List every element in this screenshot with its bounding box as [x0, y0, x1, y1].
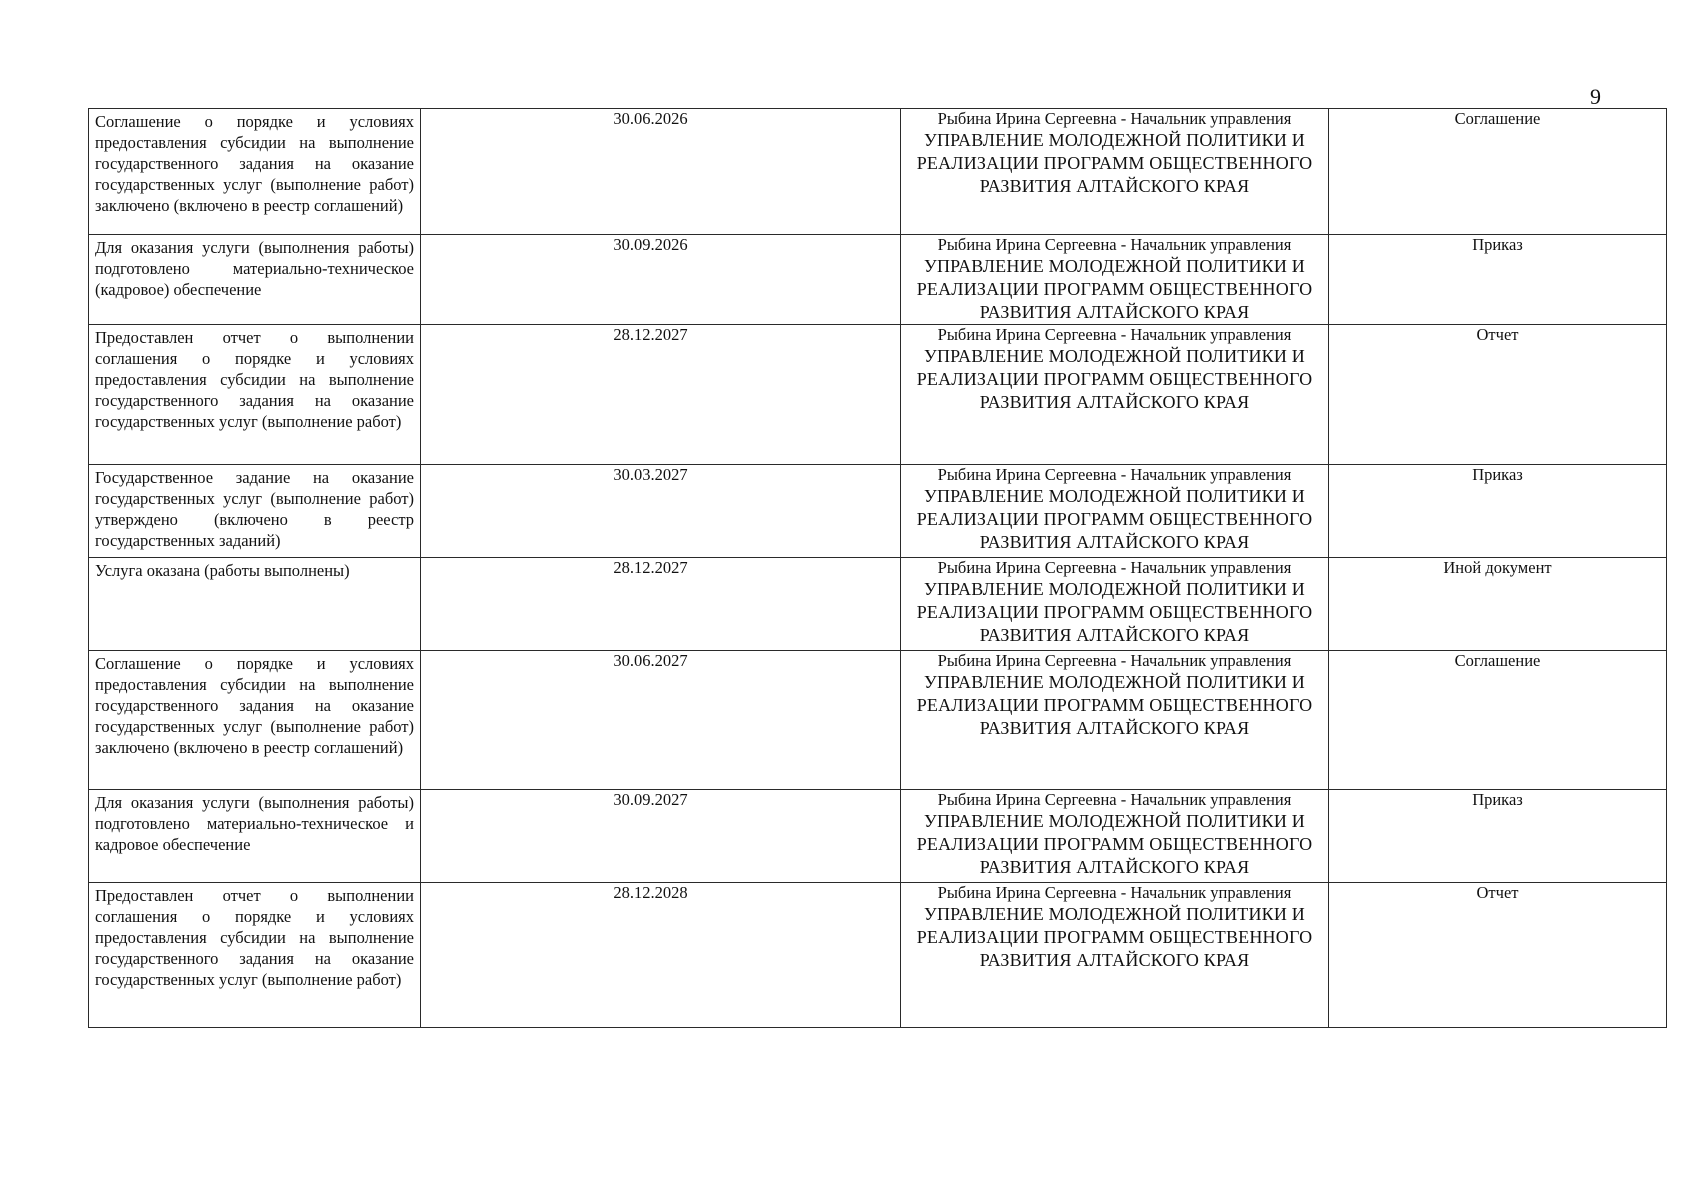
- document-cell: [1329, 558, 1667, 651]
- date-cell: [421, 235, 901, 325]
- responsible-organization: УПРАВЛЕНИЕ МОЛОДЕЖНОЙ ПОЛИТИКИ И РЕАЛИЗАЦИИ ПРОГРАММ ОБЩЕСТВЕННОГО РАЗВИТИЯ АЛТАЙСКОГО КРАЯ: [916, 346, 1313, 412]
- responsible-organization: УПРАВЛЕНИЕ МОЛОДЕЖНОЙ ПОЛИТИКИ И РЕАЛИЗАЦИИ ПРОГРАММ ОБЩЕСТВЕННОГО РАЗВИТИЯ АЛТАЙСКОГО КРАЯ: [916, 130, 1313, 196]
- event-description: Предоставлен отчет о выполнении соглашения о порядке и условиях предоставления субсидии на выполнение государственного задания на оказание государственных услуг (выполнение работ): [95, 328, 414, 431]
- table-row: [89, 465, 1667, 558]
- event-description: Для оказания услуги (выполнения работы) подготовлено материально-техническое (кадровое) обеспечение: [95, 238, 414, 299]
- description-cell: [89, 558, 421, 651]
- table-row: [89, 651, 1667, 790]
- responsible-organization: УПРАВЛЕНИЕ МОЛОДЕЖНОЙ ПОЛИТИКИ И РЕАЛИЗАЦИИ ПРОГРАММ ОБЩЕСТВЕННОГО РАЗВИТИЯ АЛТАЙСКОГО КРАЯ: [916, 672, 1313, 738]
- description-cell: [89, 465, 421, 558]
- description-cell: [89, 651, 421, 790]
- document-cell: [1329, 235, 1667, 325]
- document-type: Приказ: [1472, 465, 1523, 484]
- table-row: [89, 790, 1667, 883]
- responsible-organization: УПРАВЛЕНИЕ МОЛОДЕЖНОЙ ПОЛИТИКИ И РЕАЛИЗАЦИИ ПРОГРАММ ОБЩЕСТВЕННОГО РАЗВИТИЯ АЛТАЙСКОГО КРАЯ: [916, 904, 1313, 970]
- document-type: Отчет: [1476, 883, 1519, 902]
- event-date: 30.09.2027: [613, 790, 688, 809]
- table-row: [89, 325, 1667, 465]
- document-cell: [1329, 651, 1667, 790]
- document-type: Соглашение: [1454, 651, 1541, 670]
- document-cell: [1329, 109, 1667, 235]
- event-description: Услуга оказана (работы выполнены): [95, 561, 350, 580]
- description-cell: [89, 325, 421, 465]
- responsible-person: Рыбина Ирина Сергеевна - Начальник управления: [937, 465, 1292, 484]
- responsible-cell: [901, 651, 1329, 790]
- responsible-person: Рыбина Ирина Сергеевна - Начальник управления: [937, 883, 1292, 902]
- responsible-organization: УПРАВЛЕНИЕ МОЛОДЕЖНОЙ ПОЛИТИКИ И РЕАЛИЗАЦИИ ПРОГРАММ ОБЩЕСТВЕННОГО РАЗВИТИЯ АЛТАЙСКОГО КРАЯ: [916, 256, 1313, 322]
- responsible-cell: [901, 558, 1329, 651]
- table-row: [89, 235, 1667, 325]
- date-cell: [421, 109, 901, 235]
- event-date: 28.12.2028: [613, 883, 688, 902]
- date-cell: [421, 790, 901, 883]
- event-date: 30.06.2027: [613, 651, 688, 670]
- document-cell: [1329, 883, 1667, 1028]
- responsible-cell: [901, 465, 1329, 558]
- event-date: 30.03.2027: [613, 465, 688, 484]
- event-description: Соглашение о порядке и условиях предоставления субсидии на выполнение государственного задания на оказание государственных услуг (выполнение работ) заключено (включено в реестр соглашений): [95, 112, 414, 215]
- responsible-person: Рыбина Ирина Сергеевна - Начальник управления: [937, 109, 1292, 128]
- responsible-person: Рыбина Ирина Сергеевна - Начальник управления: [937, 235, 1292, 254]
- event-description: Соглашение о порядке и условиях предоставления субсидии на выполнение государственного задания на оказание государственных услуг (выполнение работ) заключено (включено в реестр соглашений): [95, 654, 414, 757]
- responsible-cell: [901, 883, 1329, 1028]
- event-date: 28.12.2027: [613, 325, 688, 344]
- date-cell: [421, 558, 901, 651]
- responsible-cell: [901, 790, 1329, 883]
- page-number: 9: [1590, 84, 1601, 109]
- event-description: Государственное задание на оказание государственных услуг (выполнение работ) утверждено (включено в реестр государственных заданий): [95, 468, 414, 550]
- responsible-organization: УПРАВЛЕНИЕ МОЛОДЕЖНОЙ ПОЛИТИКИ И РЕАЛИЗАЦИИ ПРОГРАММ ОБЩЕСТВЕННОГО РАЗВИТИЯ АЛТАЙСКОГО КРАЯ: [916, 579, 1313, 645]
- document-type: Отчет: [1476, 325, 1519, 344]
- responsible-cell: [901, 235, 1329, 325]
- responsible-cell: [901, 109, 1329, 235]
- document-cell: [1329, 465, 1667, 558]
- description-cell: [89, 109, 421, 235]
- document-cell: [1329, 790, 1667, 883]
- responsible-person: Рыбина Ирина Сергеевна - Начальник управления: [937, 790, 1292, 809]
- responsible-person: Рыбина Ирина Сергеевна - Начальник управления: [937, 651, 1292, 670]
- responsible-person: Рыбина Ирина Сергеевна - Начальник управления: [937, 558, 1292, 577]
- event-description: Предоставлен отчет о выполнении соглашения о порядке и условиях предоставления субсидии на выполнение государственного задания на оказание государственных услуг (выполнение работ): [95, 886, 414, 989]
- date-cell: [421, 325, 901, 465]
- event-date: 28.12.2027: [613, 558, 688, 577]
- responsible-organization: УПРАВЛЕНИЕ МОЛОДЕЖНОЙ ПОЛИТИКИ И РЕАЛИЗАЦИИ ПРОГРАММ ОБЩЕСТВЕННОГО РАЗВИТИЯ АЛТАЙСКОГО КРАЯ: [916, 486, 1313, 552]
- date-cell: [421, 651, 901, 790]
- description-cell: [89, 883, 421, 1028]
- document-type: Иной документ: [1443, 558, 1552, 577]
- description-cell: [89, 235, 421, 325]
- document-type: Приказ: [1472, 790, 1523, 809]
- event-date: 30.09.2026: [613, 235, 688, 254]
- responsible-organization: УПРАВЛЕНИЕ МОЛОДЕЖНОЙ ПОЛИТИКИ И РЕАЛИЗАЦИИ ПРОГРАММ ОБЩЕСТВЕННОГО РАЗВИТИЯ АЛТАЙСКОГО КРАЯ: [916, 811, 1313, 877]
- responsible-cell: [901, 325, 1329, 465]
- table-row: [89, 883, 1667, 1028]
- description-cell: [89, 790, 421, 883]
- table-row: [89, 109, 1667, 235]
- date-cell: [421, 465, 901, 558]
- control-points-table: [88, 108, 1667, 1028]
- responsible-person: Рыбина Ирина Сергеевна - Начальник управления: [937, 325, 1292, 344]
- event-description: Для оказания услуги (выполнения работы) подготовлено материально-техническое и кадровое обеспечение: [95, 793, 414, 854]
- document-type: Соглашение: [1454, 109, 1541, 128]
- table-row: [89, 558, 1667, 651]
- document-cell: [1329, 325, 1667, 465]
- document-type: Приказ: [1472, 235, 1523, 254]
- date-cell: [421, 883, 901, 1028]
- event-date: 30.06.2026: [613, 109, 688, 128]
